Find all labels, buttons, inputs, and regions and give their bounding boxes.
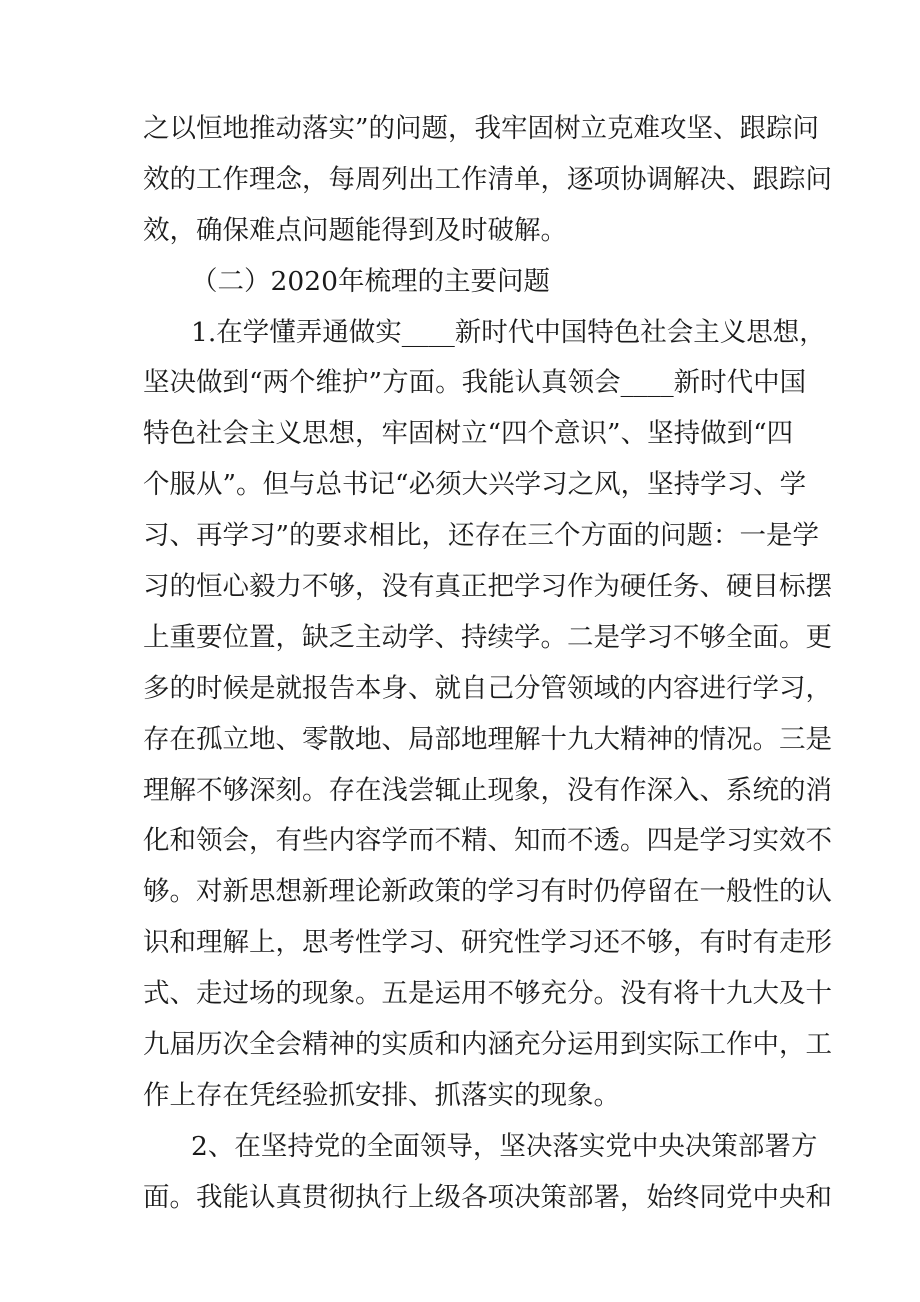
text-line: 习、再学习”的要求相比，还存在三个方面的问题：一是学 [143, 520, 820, 552]
text-line: 坚决做到“两个维护”方面。我能认真领会____新时代中国 [143, 367, 807, 399]
text-line: 2、在坚持党的全面领导，坚决落实党中央决策部署方 [191, 1130, 818, 1162]
text-line: 1.在学懂弄通做实____新时代中国特色社会主义思想， [191, 316, 826, 348]
text-line: 多的时候是就报告本身、就自己分管领域的内容进行学习， [143, 672, 832, 704]
section-heading: （二）2020年梳理的主要问题 [191, 265, 550, 297]
text-line: 九届历次全会精神的实质和内涵充分运用到实际工作中，工 [143, 1029, 832, 1061]
text-line: 式、走过场的现象。五是运用不够充分。没有将十九大及十 [143, 978, 832, 1010]
text-line: 作上存在凭经验抓安排、抓落实的现象。 [143, 1079, 620, 1111]
text-line: 化和领会，有些内容学而不精、知而不透。四是学习实效不 [143, 825, 832, 857]
text-line: 上重要位置，缺乏主动学、持续学。二是学习不够全面。更 [143, 621, 832, 653]
text-line: 面。我能认真贯彻执行上级各项决策部署，始终同党中央和 [143, 1181, 832, 1213]
text-line: 识和理解上，思考性学习、研究性学习还不够，有时有走形 [143, 927, 832, 959]
text-line: 理解不够深刻。存在浅尝辄止现象，没有作深入、系统的消 [143, 774, 832, 806]
text-line: 存在孤立地、零散地、局部地理解十九大精神的情况。三是 [143, 723, 832, 755]
document-body [143, 104, 832, 1224]
text-line: 个服从”。但与总书记“必须大兴学习之风，坚持学习、学 [143, 469, 807, 501]
text-line: 特色社会主义思想，牢固树立“四个意识”、坚持做到“四 [143, 418, 794, 450]
text-line: 够。对新思想新理论新政策的学习有时仍停留在一般性的认 [143, 876, 832, 908]
text-line: 习的恒心毅力不够，没有真正把学习作为硬任务、硬目标摆 [143, 571, 832, 603]
text-line: 效，确保难点问题能得到及时破解。 [143, 214, 567, 246]
text-line: 之以恒地推动落实”的问题，我牢固树立克难攻坚、跟踪问 [143, 113, 820, 144]
text-line: 效的工作理念，每周列出工作清单，逐项协调解决、跟踪问 [143, 163, 832, 195]
